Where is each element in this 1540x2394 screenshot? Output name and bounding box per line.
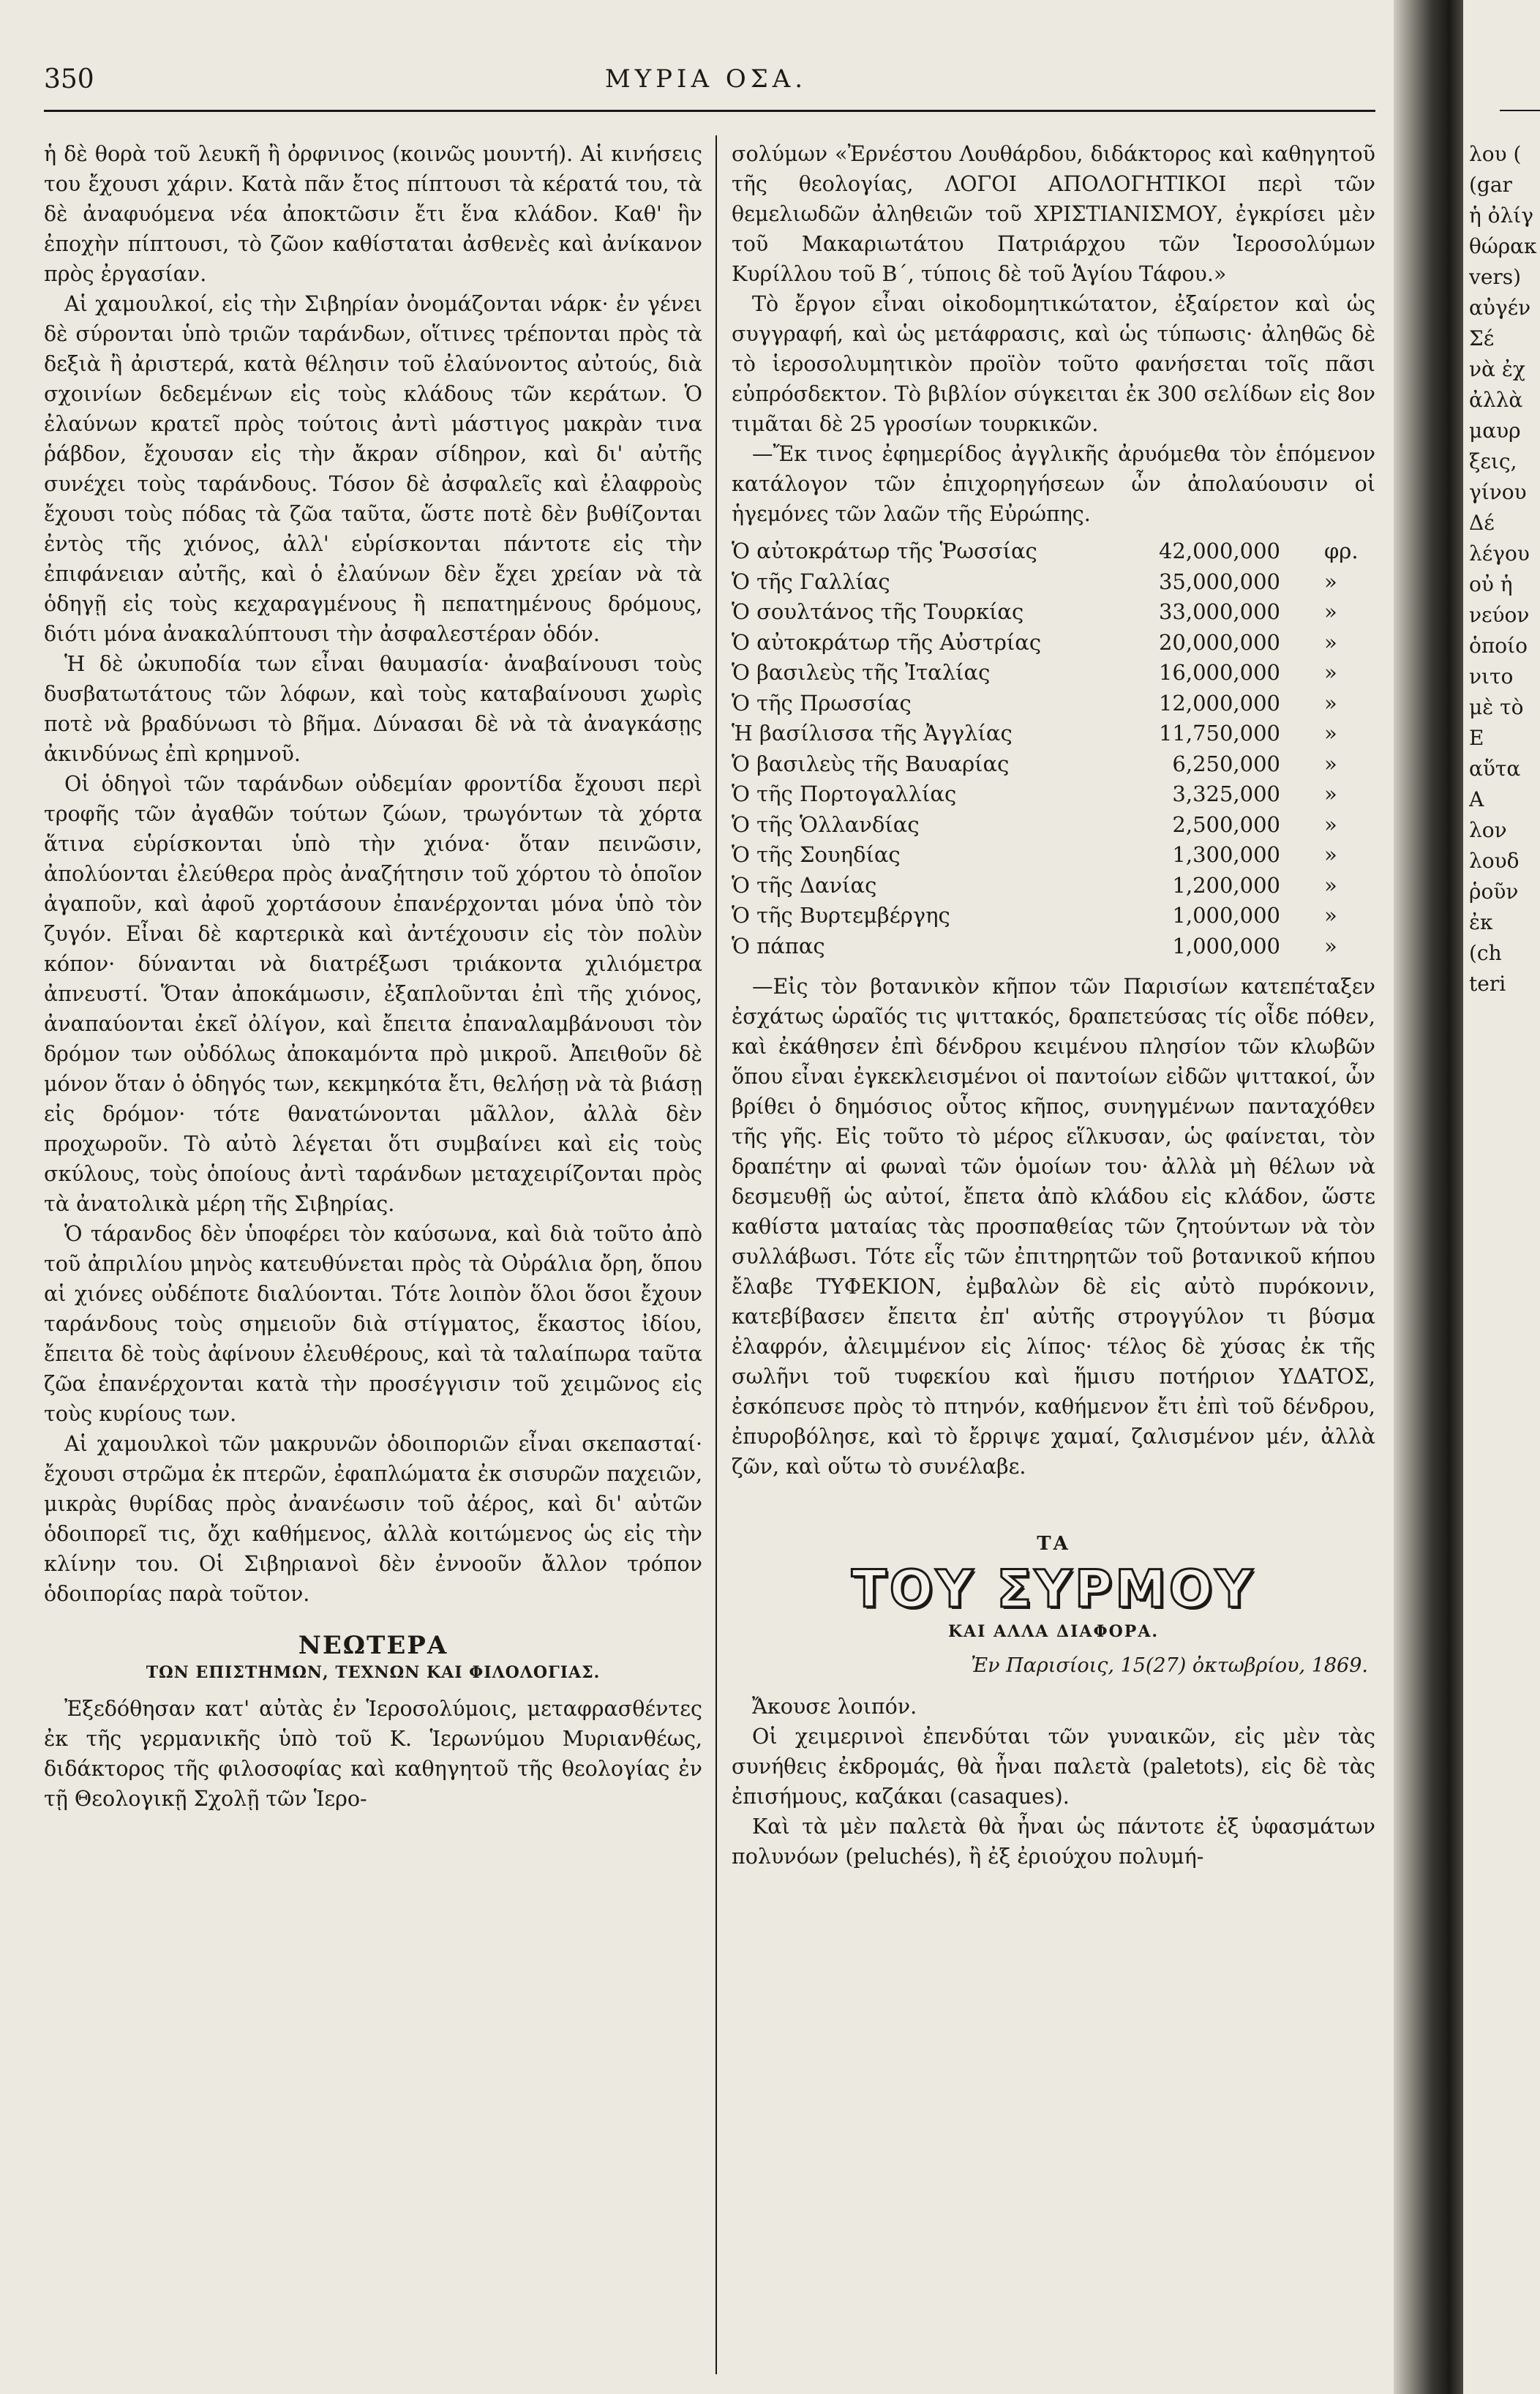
edge-fragment: μαυρ xyxy=(1469,419,1521,443)
edge-fragment: (gar xyxy=(1469,173,1512,197)
fashion-section-article: ΤΑ xyxy=(1037,1533,1070,1555)
ruler-amount: 6,250,000 xyxy=(1172,751,1280,776)
article-paragraph: Καὶ τὰ μὲν παλετὰ θὰ ἦναι ὡς πάντοτε ἐξ ὑφασμάτων πολυνόων (peluchés), ἢ ἐξ ἐριούχου πολυμή- xyxy=(732,1815,1375,1869)
page-number: 350 xyxy=(44,64,94,94)
ruler-name: Ἡ βασίλισσα τῆς Ἀγγλίας xyxy=(732,721,1013,746)
page-header xyxy=(44,59,1368,102)
edge-fragment: Δέ xyxy=(1469,511,1495,535)
facing-page-edge xyxy=(1469,139,1540,2378)
table-row xyxy=(732,749,1375,780)
edge-fragment: νιτο xyxy=(1469,664,1514,688)
section-subtitle: ΤΩΝ ΕΠΙΣΤΗΜΩΝ, ΤΕΧΝΩΝ ΚΑΙ ΦΙΛΟΛΟΓΙΑΣ. xyxy=(146,1663,601,1682)
edge-fragment: Α xyxy=(1469,787,1484,811)
table-row xyxy=(732,931,1375,962)
table-row xyxy=(732,628,1375,658)
edge-fragment: teri xyxy=(1469,972,1506,996)
table-row xyxy=(732,840,1375,871)
edge-fragment: Ε xyxy=(1469,726,1484,750)
ruler-name: Ὁ τῆς Βυρτεμβέργης xyxy=(732,903,950,928)
article-paragraph: —Εἰς τὸν βοτανικὸν κῆπον τῶν Παρισίων κατεπέταξεν ἐσχάτως ὡραῖός τις ψιττακός, δραπετεύσας τίς οἶδε πόθεν, καὶ ἐκάθησεν ἐπὶ δένδρου κειμένου πλησίον τῶν κλωβῶν ὅπου εἶναι ἐγκεκλεισμένοι οἱ παντοίων εἰδῶν ψιττακοί, ὧν βρίθει ὁ δημόσιος οὗτος κῆπος, συνηγμένων πανταχόθεν τῆς γῆς. Εἰς τοῦτο τὸ μέρος εἵλκυσαν, ὡς φαίνεται, τὸν δραπέτην αἱ φωναὶ τῶν ὁμοίων του· ἀλλὰ μὴ θέλων νὰ δεσμευθῇ ὡς αὐτοί, ἔπετα ἀπὸ κλάδου εἰς κλάδον, ὥστε καθίστα ματαίας τὰς προσπαθείας τῶν ζητούντων νὰ τὸν συλλάβωσι. Τότε εἷς τῶν ἐπιτηρητῶν τοῦ βοτανικοῦ κήπου ἔλαβε ΤΥΦΕΚΙΟΝ, ἐμβαλὼν δὲ εἰς αὐτὸ πυρόκονιν, κατεβίβασεν ἔπειτα ἐπ' αὐτῆς στρογγύλον τι βύσμα ἐλαφρόν, ἀλειμμένον εἰς λίπος· τέλος δὲ χύσας ἐκ τῆς σωλῆνι τοῦ τυφεκίου καὶ ἥμισυ ποτήριον ΥΔΑΤΟΣ, ἐσκόπευσε πρὸς τὸ πτηνόν, καθήμενον ἔτι ἐπὶ τοῦ δένδρου, ἐπυροβόλησε, καὶ τὸ ἔρριψε χαμαί, ζαλισμένον μέν, ἀλλὰ ζῶν, καὶ οὕτω τὸ συνέλαβε. xyxy=(732,975,1375,1479)
edge-fragment: νεύον xyxy=(1469,603,1530,627)
ruler-amount: 12,000,000 xyxy=(1158,690,1280,716)
table-row xyxy=(732,718,1375,749)
article-paragraph: Ὁ τάρανδος δὲν ὑποφέρει τὸν καύσωνα, καὶ διὰ τοῦτο ἀπὸ τοῦ ἀπριλίου μηνὸς κατευθύνεται πρὸς τὰ Οὐράλια ὄρη, ὅπου αἱ χιόνες οὐδέποτε διαλύονται. Τότε λοιπὸν ὅλοι ὅσοι ἔχουν ταράνδους τοὺς σημειοῦν διὰ στίγματος, ἕκαστος ἰδίου, ἔπειτα δὲ τοὺς ἀφίνουν ἐλευθέρους, καὶ τὰ ταλαίπωρα ταῦτα ζῶα ἐπανέρχονται κατὰ τὴν προσέγγισιν τοῦ χειμῶνος εἰς τοὺς κυρίους των. xyxy=(44,1222,702,1426)
currency-unit: » xyxy=(1324,781,1337,806)
ruler-amount: 35,000,000 xyxy=(1158,569,1280,594)
edge-fragment: μὲ τὸ xyxy=(1469,695,1524,719)
edge-fragment: οὐ ἡ xyxy=(1469,572,1513,596)
ruler-amount: 20,000,000 xyxy=(1158,629,1280,655)
binding-gutter xyxy=(1394,0,1463,2394)
ruler-amount: 2,500,000 xyxy=(1172,811,1280,837)
header-rule xyxy=(44,110,1375,112)
edge-fragment: αὐγέν xyxy=(1469,296,1531,320)
left-column xyxy=(44,139,702,2378)
ruler-amount: 16,000,000 xyxy=(1158,660,1280,685)
article-paragraph: Ἡ δὲ ὠκυποδία των εἶναι θαυμασία· ἀναβαίνουσι τοὺς δυσβατωτάτους τῶν λόφων, καὶ τοὺς καταβαίνουσι χωρὶς ποτὲ νὰ βραδύνωσι τὸ βῆμα. Δύνασαι δὲ νὰ τὰ ἀναγκάσῃς ἀκινδύνως ἐπὶ κρημνοῦ. xyxy=(44,652,702,766)
ruler-amount: 1,200,000 xyxy=(1172,872,1280,898)
edge-fragment: Σέ xyxy=(1469,326,1495,350)
ruler-name: Ὁ βασιλεὺς τῆς Ἰταλίας xyxy=(732,660,991,685)
fashion-section-subtitle: ΚΑΙ ΑΛΛΑ ΔΙΑΦΟΡΑ. xyxy=(947,1622,1160,1641)
currency-unit: » xyxy=(1324,721,1337,746)
edge-fragment: ἐκ xyxy=(1469,910,1493,934)
ruler-name: Ὁ τῆς Δανίας xyxy=(732,872,877,898)
edge-fragment: vers) xyxy=(1469,265,1522,289)
edge-fragment: λον xyxy=(1469,818,1507,842)
ruler-amount: 11,750,000 xyxy=(1158,721,1280,746)
article-paragraph: Τὸ ἔργον εἶναι οἰκοδομητικώτατον, ἐξαίρετον καὶ ὡς συγγραφή, καὶ ὡς μετάφρασις, καὶ ὡς τύπωσις· ἀληθῶς δὲ τὸ ἱεροσολυμητικὸν προϊὸν τοῦτο φανήσεται τοῖς πᾶσι εὐπρόσδεκτον. Τὸ βιβλίον σύγκειται ἐκ 300 σελίδων εἰς 8ον τιμᾶται δὲ 25 γροσίων τουρκικῶν. xyxy=(732,292,1375,436)
table-row xyxy=(732,779,1375,810)
ruler-name: Ὁ τῆς Γαλλίας xyxy=(732,569,890,594)
currency-unit: » xyxy=(1324,569,1337,594)
currency-unit: » xyxy=(1324,660,1337,685)
currency-unit: » xyxy=(1324,933,1337,958)
edge-fragment: θώρακ xyxy=(1469,234,1537,258)
article-paragraph: Οἱ ὁδηγοὶ τῶν ταράνδων οὐδεμίαν φροντίδα ἔχουσι περὶ τροφῆς τῶν ἀγαθῶν τούτων ζώων, τρωγόντων τὰ χόρτα ἅτινα εὑρίσκονται ὑπὸ τὴν χιόνα· ὅταν πεινῶσιν, ἀπολύονται ἐλεύθερα πρὸς ἀναζήτησιν τοῦ χόρτου τὸ ὁποῖον ἀγαποῦν, καὶ ἀφοῦ χορτάσουν ἐπανέρχονται μόνα ὑπὸ τὸν ζυγόν. Εἶναι δὲ καρτερικὰ καὶ ἀντέχουσιν εἰς τὸν πολὺν κόπον· δύνανται νὰ διατρέξωσι τριάκοντα χιλιόμετρα ἀπνευστί. Ὅταν ἀποκάμωσιν, ἐξαπλοῦνται ἐπὶ τῆς χιόνος, ἀναπαύονται ἐκεῖ ὀλίγον, καὶ ἔπειτα ἐπαναλαμβάνουσι τὸν δρόμον των οὐδόλως ἀποκαμόντα πρὸ μικροῦ. Ἀπειθοῦν δὲ μόνον ὅταν ὁ ὁδηγός των, κεκμηκότα ἔτι, θελήσῃ νὰ τὰ βιάσῃ εἰς δρόμον· τότε θανατώνονται μᾶλλον, ἀλλὰ δὲν προχωροῦν. Τὸ αὐτὸ λέγεται ὅτι συμβαίνει καὶ εἰς τοὺς σκύλους, τοὺς ὁποίους ἀντὶ ταράνδων μεταχειρίζονται πρὸς τὰ ἀνατολικὰ μέρη τῆς Σιβηρίας. xyxy=(44,772,702,1216)
currency-unit: » xyxy=(1324,872,1337,898)
article-paragraph: Οἱ χειμερινοὶ ἐπενδύται τῶν γυναικῶν, εἰς μὲν τὰς συνήθεις ἐκδρομάς, θὰ ἦναι παλετὰ (paletots), εἰς δὲ τὰς ἐπισήμους, καζάκαι (casaques). xyxy=(732,1725,1375,1809)
currency-unit: » xyxy=(1324,751,1337,776)
ruler-amount: 1,000,000 xyxy=(1172,933,1280,958)
fashion-section-title: ΤΟΥ ΣΥΡΜΟΥ xyxy=(852,1559,1255,1619)
ruler-name: Ὁ βασιλεὺς τῆς Βαυαρίας xyxy=(732,751,1010,776)
ruler-amount: 42,000,000 xyxy=(1158,539,1280,563)
edge-fragment: λουδ xyxy=(1469,849,1520,873)
table-row xyxy=(732,597,1375,628)
civil-list-table xyxy=(732,536,1375,961)
ruler-amount: 1,000,000 xyxy=(1172,903,1280,928)
right-column xyxy=(732,139,1375,2378)
edge-fragment: νὰ ἐχ xyxy=(1469,357,1525,381)
edge-fragment: ῥοῦν xyxy=(1469,879,1519,904)
article-paragraph: σολύμων «Ἐρνέστου Λουθάρδου, διδάκτορος καὶ καθηγητοῦ τῆς θεολογίας, ΛΟΓΟΙ ΑΠΟΛΟΓΗΤΙΚΟΙ περὶ τῶν θεμελιωδῶν ἀληθειῶν τοῦ ΧΡΙΣΤΙΑΝΙΣΜΟΥ, ἐγκρίσει μὲν τοῦ Μακαριωτάτου Πατριάρχου τῶν Ἱεροσολύμων Κυρίλλου τοῦ Β΄, τύποις δὲ τοῦ Ἁγίου Τάφου.» xyxy=(732,142,1375,286)
article-paragraph: —Ἔκ τινος ἐφημερίδος ἀγγλικῆς ἀρυόμεθα τὸν ἑπόμενον κατάλογον τῶν ἐπιχορηγήσεων ὧν ἀπολαύουσιν οἱ ἡγεμόνες τῶν λαῶν τῆς Εὐρώπης. xyxy=(732,442,1375,526)
edge-fragment: ξεις, xyxy=(1469,449,1517,473)
dateline: Ἐν Παρισίοις, 15(27) ὀκτωβρίου, 1869. xyxy=(971,1654,1368,1677)
article-paragraph: ἡ δὲ θορὰ τοῦ λευκῆ ἢ ὀρφνινος (κοινῶς μουντή). Αἱ κινήσεις του ἔχουσι χάριν. Κατὰ πᾶν ἔτος πίπτουσι τὰ κέρατά του, τὰ δὲ ἀναφυόμενα νέα ἀποκτῶσιν ἔτι ἕνα κλάδον. Καθ' ἣν ἐποχὴν πίπτουσι, τὸ ζῶον καθίσταται ἀσθενὲς καὶ ἀνίκανον πρὸς ἐργασίαν. xyxy=(44,142,702,286)
ruler-name: Ὁ αὐτοκράτωρ τῆς Αὐστρίας xyxy=(732,629,1042,655)
ruler-name: Ὁ τῆς Πρωσσίας xyxy=(732,690,912,716)
currency-unit: » xyxy=(1324,629,1337,655)
ruler-name: Ὁ τῆς Σουηδίας xyxy=(732,842,901,867)
edge-fragment: λου ( xyxy=(1469,142,1522,166)
currency-unit: φρ. xyxy=(1324,539,1359,563)
column-divider xyxy=(715,135,717,2374)
currency-unit: » xyxy=(1324,842,1337,867)
edge-fragment: (ch xyxy=(1469,941,1502,965)
ruler-amount: 3,325,000 xyxy=(1172,781,1280,806)
ruler-name: Ὁ αὐτοκράτωρ τῆς Ῥωσσίας xyxy=(732,539,1037,563)
section-title: ΝΕΩΤΕΡΑ xyxy=(298,1631,448,1660)
ruler-name: Ὁ τῆς Ὁλλανδίας xyxy=(732,811,920,837)
ruler-amount: 1,300,000 xyxy=(1172,842,1280,867)
section-paragraph: Ἐξεδόθησαν κατ' αὐτὰς ἐν Ἱεροσολύμοις, μεταφρασθέντες ἐκ τῆς γερμανικῆς ὑπὸ τοῦ Κ. Ἱερωνύμου Μυριανθέως, διδάκτορος τῆς φιλοσοφίας καὶ καθηγητοῦ τῆς θεολογίας ἐν τῇ Θεολογικῇ Σχολῇ τῶν Ἱερο- xyxy=(44,1697,702,1811)
ruler-name: Ὁ πάπας xyxy=(732,933,825,958)
article-paragraph: Ἄκουσε λοιπόν. xyxy=(752,1695,917,1719)
table-row xyxy=(732,871,1375,901)
facing-page-rule xyxy=(1500,110,1540,111)
edge-fragment: ἀλλὰ xyxy=(1469,388,1523,412)
currency-unit: » xyxy=(1324,903,1337,928)
edge-fragment: λέγου xyxy=(1469,541,1530,566)
fashion-section-header xyxy=(732,1533,1375,1641)
table-row xyxy=(732,901,1375,931)
edge-fragment: αὕτα xyxy=(1469,757,1521,781)
currency-unit: » xyxy=(1324,599,1337,624)
edge-fragment: ὁποίο xyxy=(1469,634,1528,658)
journal-title: ΜΥΡΙΑ ΟΣΑ. xyxy=(604,64,808,94)
ruler-name: Ὁ σουλτάνος τῆς Τουρκίας xyxy=(732,599,1024,624)
currency-unit: » xyxy=(1324,811,1337,837)
edge-fragment: ἡ ὀλίγ xyxy=(1469,203,1533,228)
currency-unit: » xyxy=(1324,690,1337,716)
table-row xyxy=(732,658,1375,688)
ruler-name: Ὁ τῆς Πορτογαλλίας xyxy=(732,781,957,806)
table-row xyxy=(732,688,1375,719)
article-paragraph: Αἱ χαμουλκοὶ τῶν μακρυνῶν ὁδοιποριῶν εἶναι σκεπασταί· ἔχουσι στρῶμα ἐκ πτερῶν, ἐφαπλώματα ἐκ σισυρῶν παχειῶν, μικρὰς θυρίδας πρὸς ἀνανέωσιν τοῦ ἀέρος, καὶ δι' αὐτῶν ὁδοιπορεῖ τις, ὄχι καθήμενος, ἀλλὰ κοιτώμενος ὡς εἰς τὴν κλίνην του. Οἱ Σιβηριανοὶ δὲν ἐννοοῦν ἄλλον τρόπον ὁδοιπορίας παρὰ τοῦτον. xyxy=(44,1432,702,1606)
article-paragraph: Αἱ χαμουλκοί, εἰς τὴν Σιβηρίαν ὀνομάζονται νάρκ· ἐν γένει δὲ σύρονται ὑπὸ τριῶν ταράνδων, οἵτινες τρέπονται πρὸς τὰ δεξιὰ ἢ ἀριστερά, κατὰ θέλησιν τοῦ ἐλαύνοντος αὐτούς, διὰ σχοινίων δεδεμένων εἰς τοὺς κλάδους τῶν κεράτων. Ὁ ἐλαύνων κρατεῖ πρὸς τούτοις ἀντὶ μάστιγος μακρὰν τινα ῥάβδον, ἔχουσαν εἰς τὴν ἄκραν σίδηρον, καὶ δι' αὐτῆς συνέχει τοὺς ταράνδους. Τόσον δὲ ἀσφαλεῖς καὶ ἐλαφροὺς ἔχουσι τοὺς πόδας τὰ ζῶα ταῦτα, ὥστε ποτὲ δὲν βυθίζονται ἐντὸς τῆς χιόνος, ἀλλ' εὑρίσκονται πάντοτε εἰς τὴν ἐπιφάνειαν αὐτῆς, καὶ ὁ ἐλαύνων δὲν ἔχει χρείαν νὰ τὰ ὁδηγῇ εἰς τοὺς κεχαραγμένους ἢ πεπατημένους δρόμους, διότι μόνα ἀνακαλύπτουσι τὴν ἀσφαλεστέραν ὁδόν. xyxy=(44,292,702,646)
ruler-amount: 33,000,000 xyxy=(1158,599,1280,624)
table-row xyxy=(732,810,1375,841)
table-row xyxy=(732,567,1375,598)
edge-fragment: γίνου xyxy=(1469,480,1527,504)
table-row xyxy=(732,536,1375,567)
